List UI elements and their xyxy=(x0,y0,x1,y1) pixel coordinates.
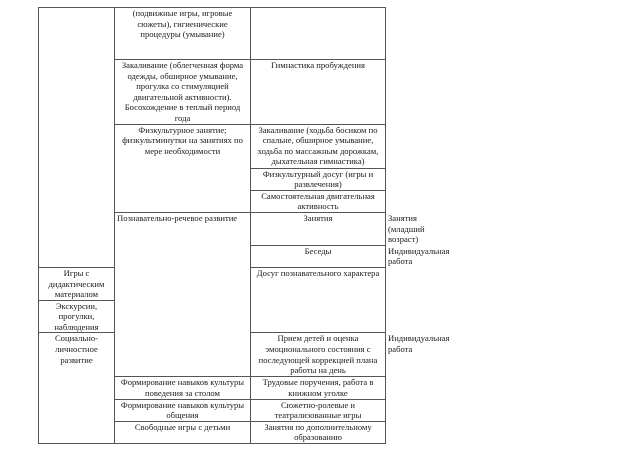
form-cell: Самостоятельная двигательная активность xyxy=(251,190,386,212)
table-row: Социально-личностное развитие Прием детей и оценка эмоционального состояния с последующей коррекцией плана работы на день Индивидуальная работа xyxy=(39,333,386,377)
form-cell: Формирование навыков культуры общения xyxy=(115,399,251,421)
form-cell: Прием детей и оценка эмоционального состояния с последующей коррекцией плана работы на день xyxy=(251,333,386,377)
form-cell: Беседы xyxy=(251,245,386,267)
form-cell: Занятия по дополнительному образованию xyxy=(251,421,386,443)
form-cell: Закаливание (ходьба босиком по спальне, обширное умывание, ходьба по массажным дорожкам, дыхательная гимнастика) xyxy=(251,124,386,168)
form-cell: Физкультурный досуг (игры и развлечения) xyxy=(251,168,386,190)
form-cell: Игры с дидактическим материалом xyxy=(39,267,115,300)
form-cell: Сюжетно-ролевые и театрализованные игры xyxy=(251,399,386,421)
table-row xyxy=(39,8,386,60)
form-cell: Закаливание (облегченная форма одежды, обширное умывание, прогулка со стимуляцией двигательной активности). Босохождение в теплый период года xyxy=(115,60,251,125)
table-row: Беседы Индивидуальная работа xyxy=(39,245,386,267)
form-cell: Экскурсии, прогулки, наблюдения xyxy=(39,300,115,333)
schedule-table xyxy=(38,7,450,444)
form-cell: Занятия xyxy=(251,212,386,245)
form-cell: Гимнастика пробуждения xyxy=(251,60,386,125)
form-cell: Трудовые поручения, работа в книжном уголке xyxy=(251,377,386,399)
form-cell: Физкультурное занятие; физкультминутки на занятиях по мере необходимости xyxy=(115,124,251,212)
form-cell: Досуг познавательного характера xyxy=(251,267,386,333)
area-cell-continued xyxy=(39,8,115,268)
form-cell: Свободные игры с детьми xyxy=(115,421,251,443)
form-cell xyxy=(251,8,386,60)
area-cell: Познавательно-речевое развитие xyxy=(115,212,251,377)
form-cell: Формирование навыков культуры поведения за столом xyxy=(115,377,251,399)
table-row: Познавательно-речевое развитие Занятия Занятия (младший возраст) xyxy=(39,212,386,245)
area-cell: Социально-личностное развитие xyxy=(39,333,115,444)
form-cell: (подвижные игры, игровые сюжеты), гигиенические процедуры (умывание) xyxy=(115,8,251,60)
